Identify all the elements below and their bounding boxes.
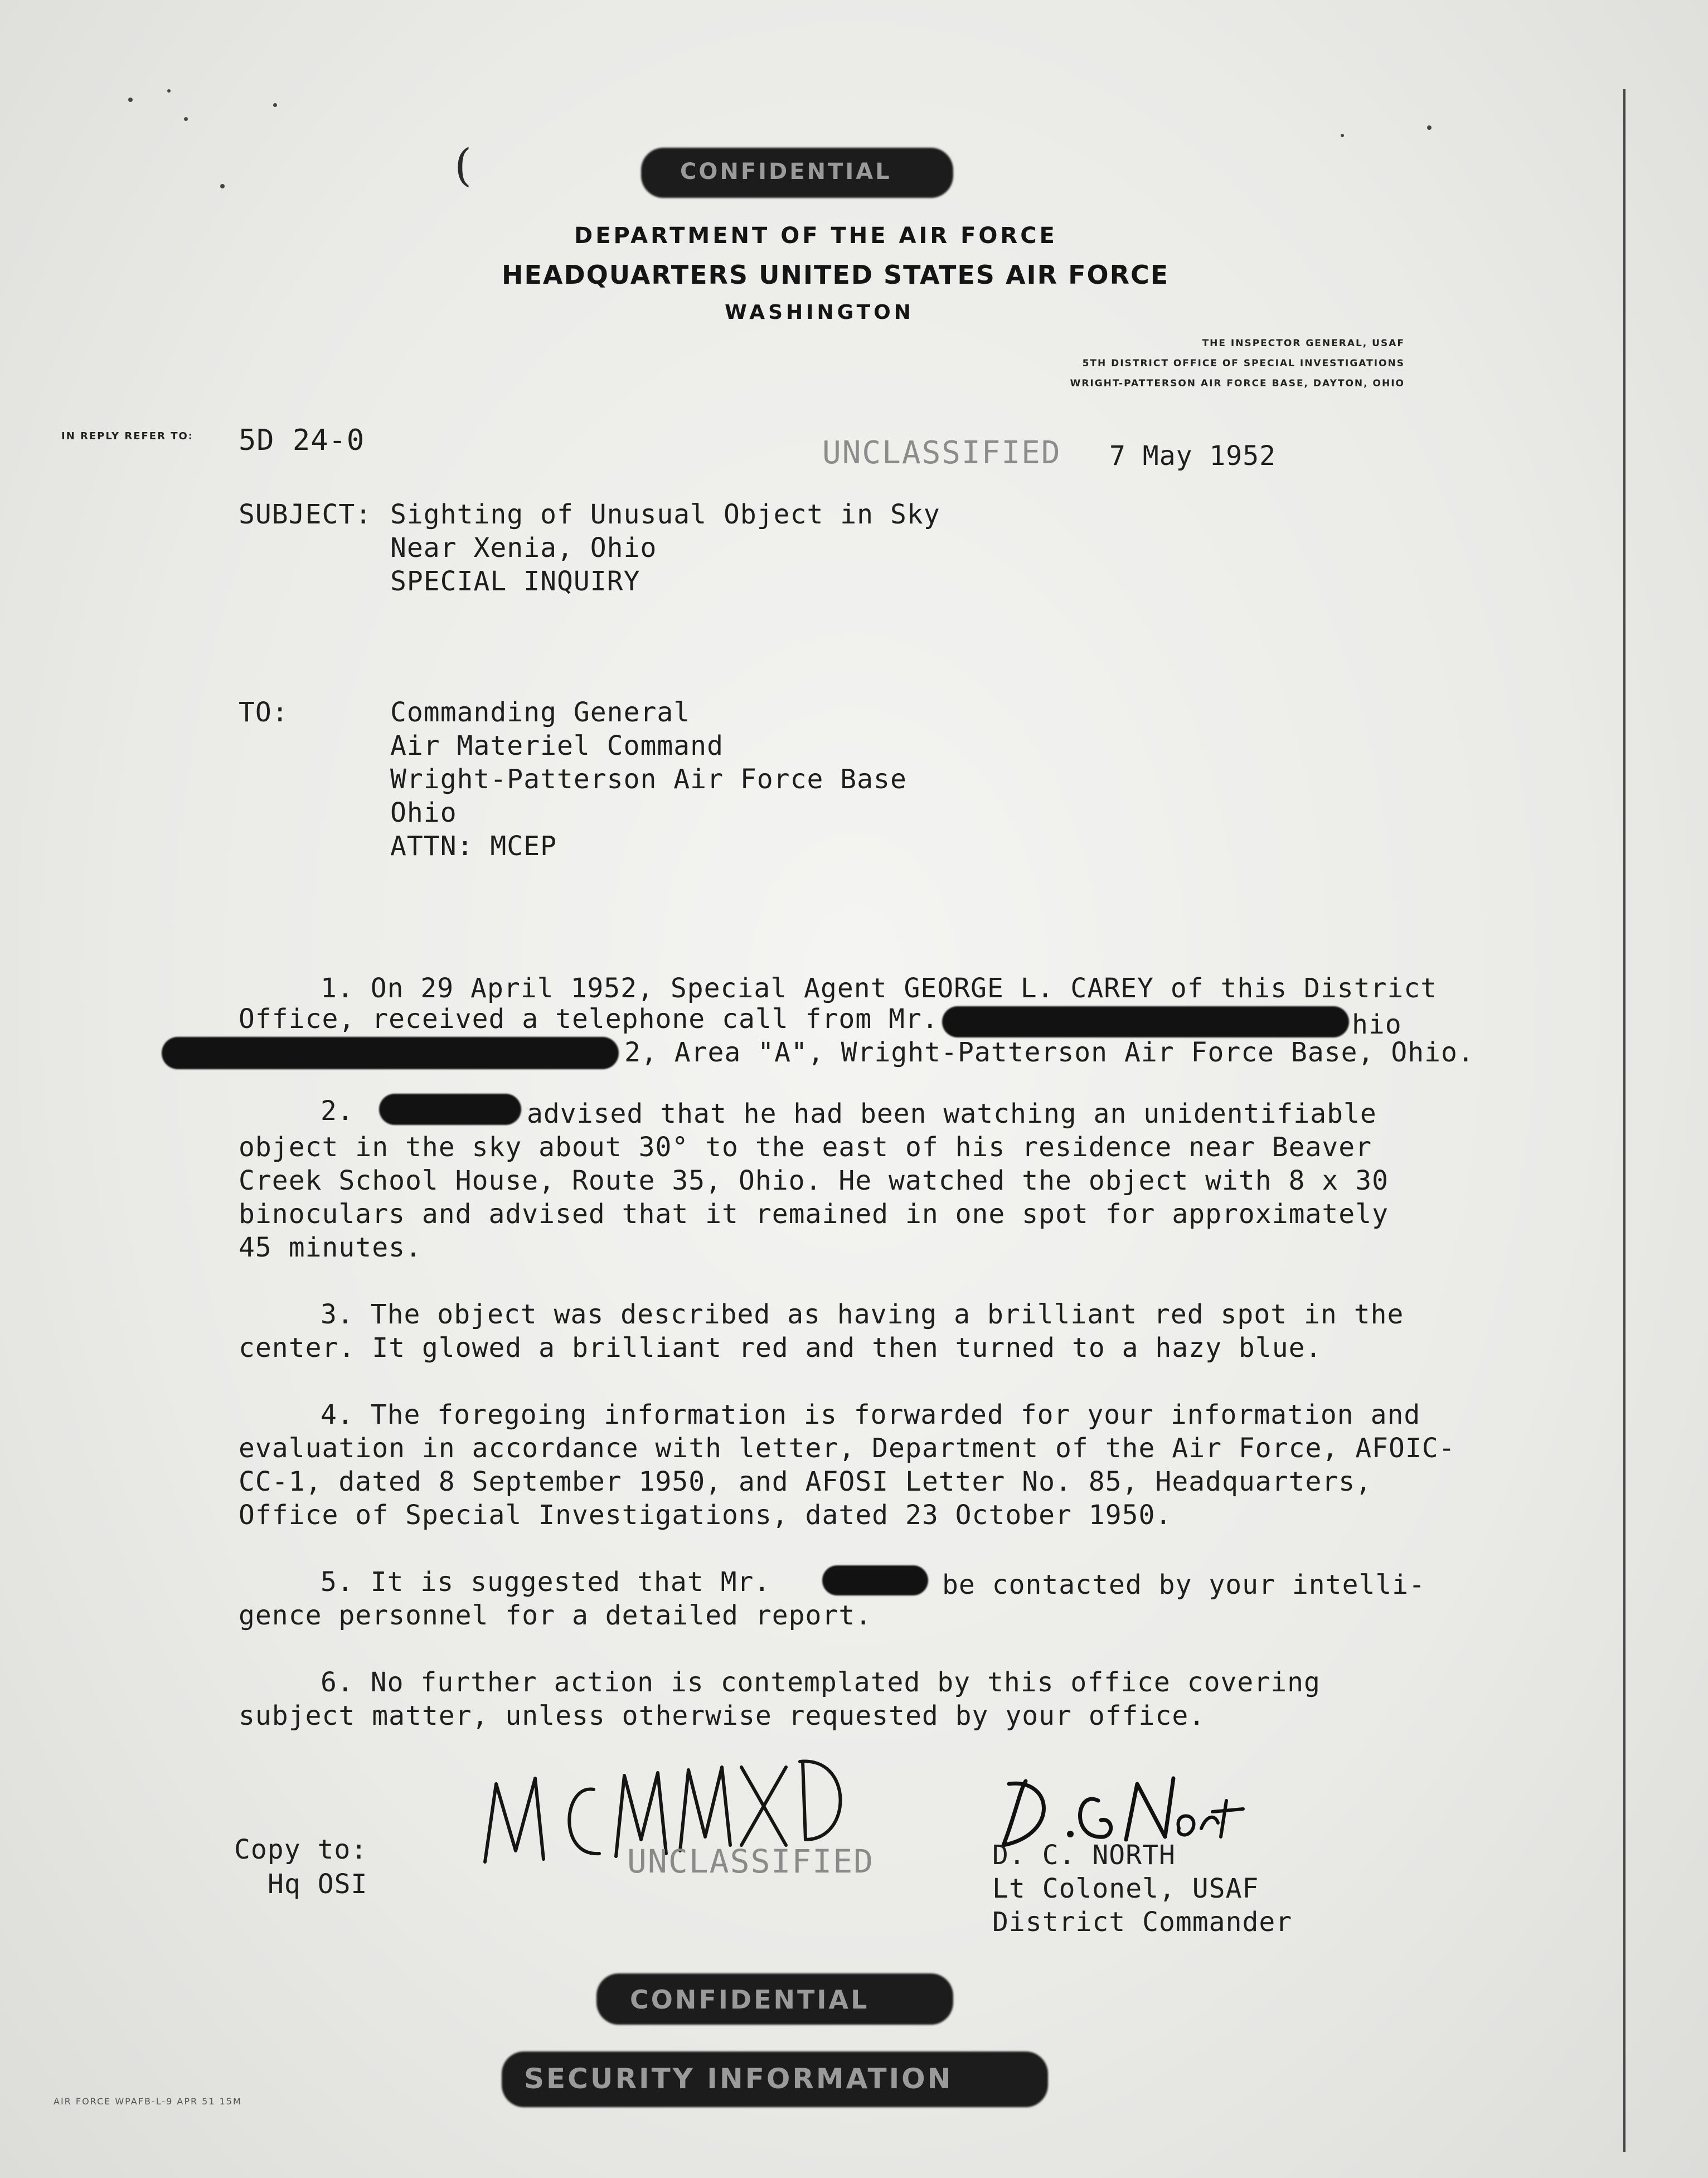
paragraph-2-line: object in the sky about 30° to the east of his residence near Beaver [239,1132,1372,1163]
department-heading: DEPARTMENT OF THE AIR FORCE [574,223,1057,249]
to-line: Commanding General [390,697,691,728]
form-number: AIR FORCE WPAFB-L-9 APR 51 15M [54,2096,242,2107]
paragraph-4-line: CC-1, dated 8 September 1950, and AFOSI Letter No. 85, Headquarters, [239,1466,1372,1497]
to-label: TO: [239,697,289,728]
paragraph-4-line: Office of Special Investigations, dated 23 October 1950. [239,1500,1172,1531]
paragraph-5-line: 5. It is suggested that Mr. [321,1566,771,1598]
signature [987,1767,1254,1851]
paragraph-6-line: subject matter, unless otherwise requested by your office. [239,1700,1206,1731]
paragraph-2-line: 45 minutes. [239,1232,422,1263]
office-line: WRIGHT-PATTERSON AIR FORCE BASE, DAYTON, OHIO [1070,378,1405,389]
paragraph-1-line: 1. On 29 April 1952, Special Agent GEORGE L. CAREY of this District [321,973,1438,1004]
stray-paren-mark: ( [454,139,472,191]
speck [167,89,171,93]
office-address-block [959,333,1405,394]
unclassified-stamp: UNCLASSIFIED [822,435,1061,471]
paragraph-4-line: 4. The foregoing information is forwarded for your information and [321,1399,1421,1430]
redaction-bar [162,1037,619,1069]
signer-name: D. C. NORTH [992,1840,1176,1871]
paragraph-2-line: advised that he had been watching an unidentifiable [527,1098,1377,1129]
speck [273,103,277,107]
to-line: Ohio [390,797,457,828]
letter-date: 7 May 1952 [1109,440,1276,472]
subject-line: SPECIAL INQUIRY [390,566,640,597]
subject-label: SUBJECT: [239,499,372,530]
paragraph-6-line: 6. No further action is contemplated by this office covering [321,1667,1321,1698]
redaction-bar [379,1094,521,1125]
page-edge-line [1623,89,1625,2152]
unclassified-bottom-stamp: UNCLASSIFIED [627,1842,875,1880]
bottom-stamp-text: SECURITY INFORMATION [524,2063,953,2095]
reference-number: 5D 24-0 [239,424,365,457]
copy-to-label: Copy to: [234,1834,368,1865]
paragraph-5-line: be contacted by your intelli- [942,1569,1426,1600]
subject-line: Near Xenia, Ohio [390,532,657,564]
speck [220,184,225,188]
paragraph-1-line: hio [1352,1009,1402,1040]
paragraph-2-line: Creek School House, Route 35, Ohio. He watched the object with 8 x 30 [239,1165,1389,1196]
office-line: THE INSPECTOR GENERAL, USAF [1202,338,1405,349]
headquarters-heading: HEADQUARTERS UNITED STATES AIR FORCE [502,260,1170,290]
paragraph-2-line: binoculars and advised that it remained in one spot for approximately [239,1199,1389,1230]
copy-recipient: Hq OSI [268,1869,368,1900]
reply-refer-label: IN REPLY REFER TO: [61,430,193,442]
to-line: ATTN: MCEP [390,831,557,862]
paragraph-1-line: 2, Area "A", Wright-Patterson Air Force Base, Ohio. [624,1037,1474,1068]
speck [1341,134,1344,137]
paragraph-3-line: center. It glowed a brilliant red and then turned to a hazy blue. [239,1332,1322,1364]
redaction-bar [822,1565,928,1595]
paragraph-2-number: 2. [321,1095,354,1127]
city-heading: WASHINGTON [725,301,914,324]
subject-line: Sighting of Unusual Object in Sky [390,499,940,530]
office-line: 5TH DISTRICT OFFICE OF SPECIAL INVESTIGATIONS [1082,358,1405,369]
signer-title: District Commander [992,1907,1293,1938]
paragraph-3-line: 3. The object was described as having a brilliant red spot in the [321,1299,1404,1330]
redaction-bar [942,1006,1349,1037]
bottom-stamp-text: CONFIDENTIAL [630,1985,870,2015]
speck [184,117,188,121]
speck [128,98,133,102]
speck [1427,125,1432,130]
to-line: Wright-Patterson Air Force Base [390,764,907,795]
signer-rank: Lt Colonel, USAF [992,1873,1259,1904]
paragraph-4-line: evaluation in accordance with letter, Department of the Air Force, AFOIC- [239,1433,1455,1464]
top-stamp-text: CONFIDENTIAL [680,159,892,185]
paragraph-1-line: Office, received a telephone call from Mr. [239,1003,939,1035]
to-line: Air Materiel Command [390,730,724,761]
paragraph-5-line: gence personnel for a detailed report. [239,1600,872,1631]
